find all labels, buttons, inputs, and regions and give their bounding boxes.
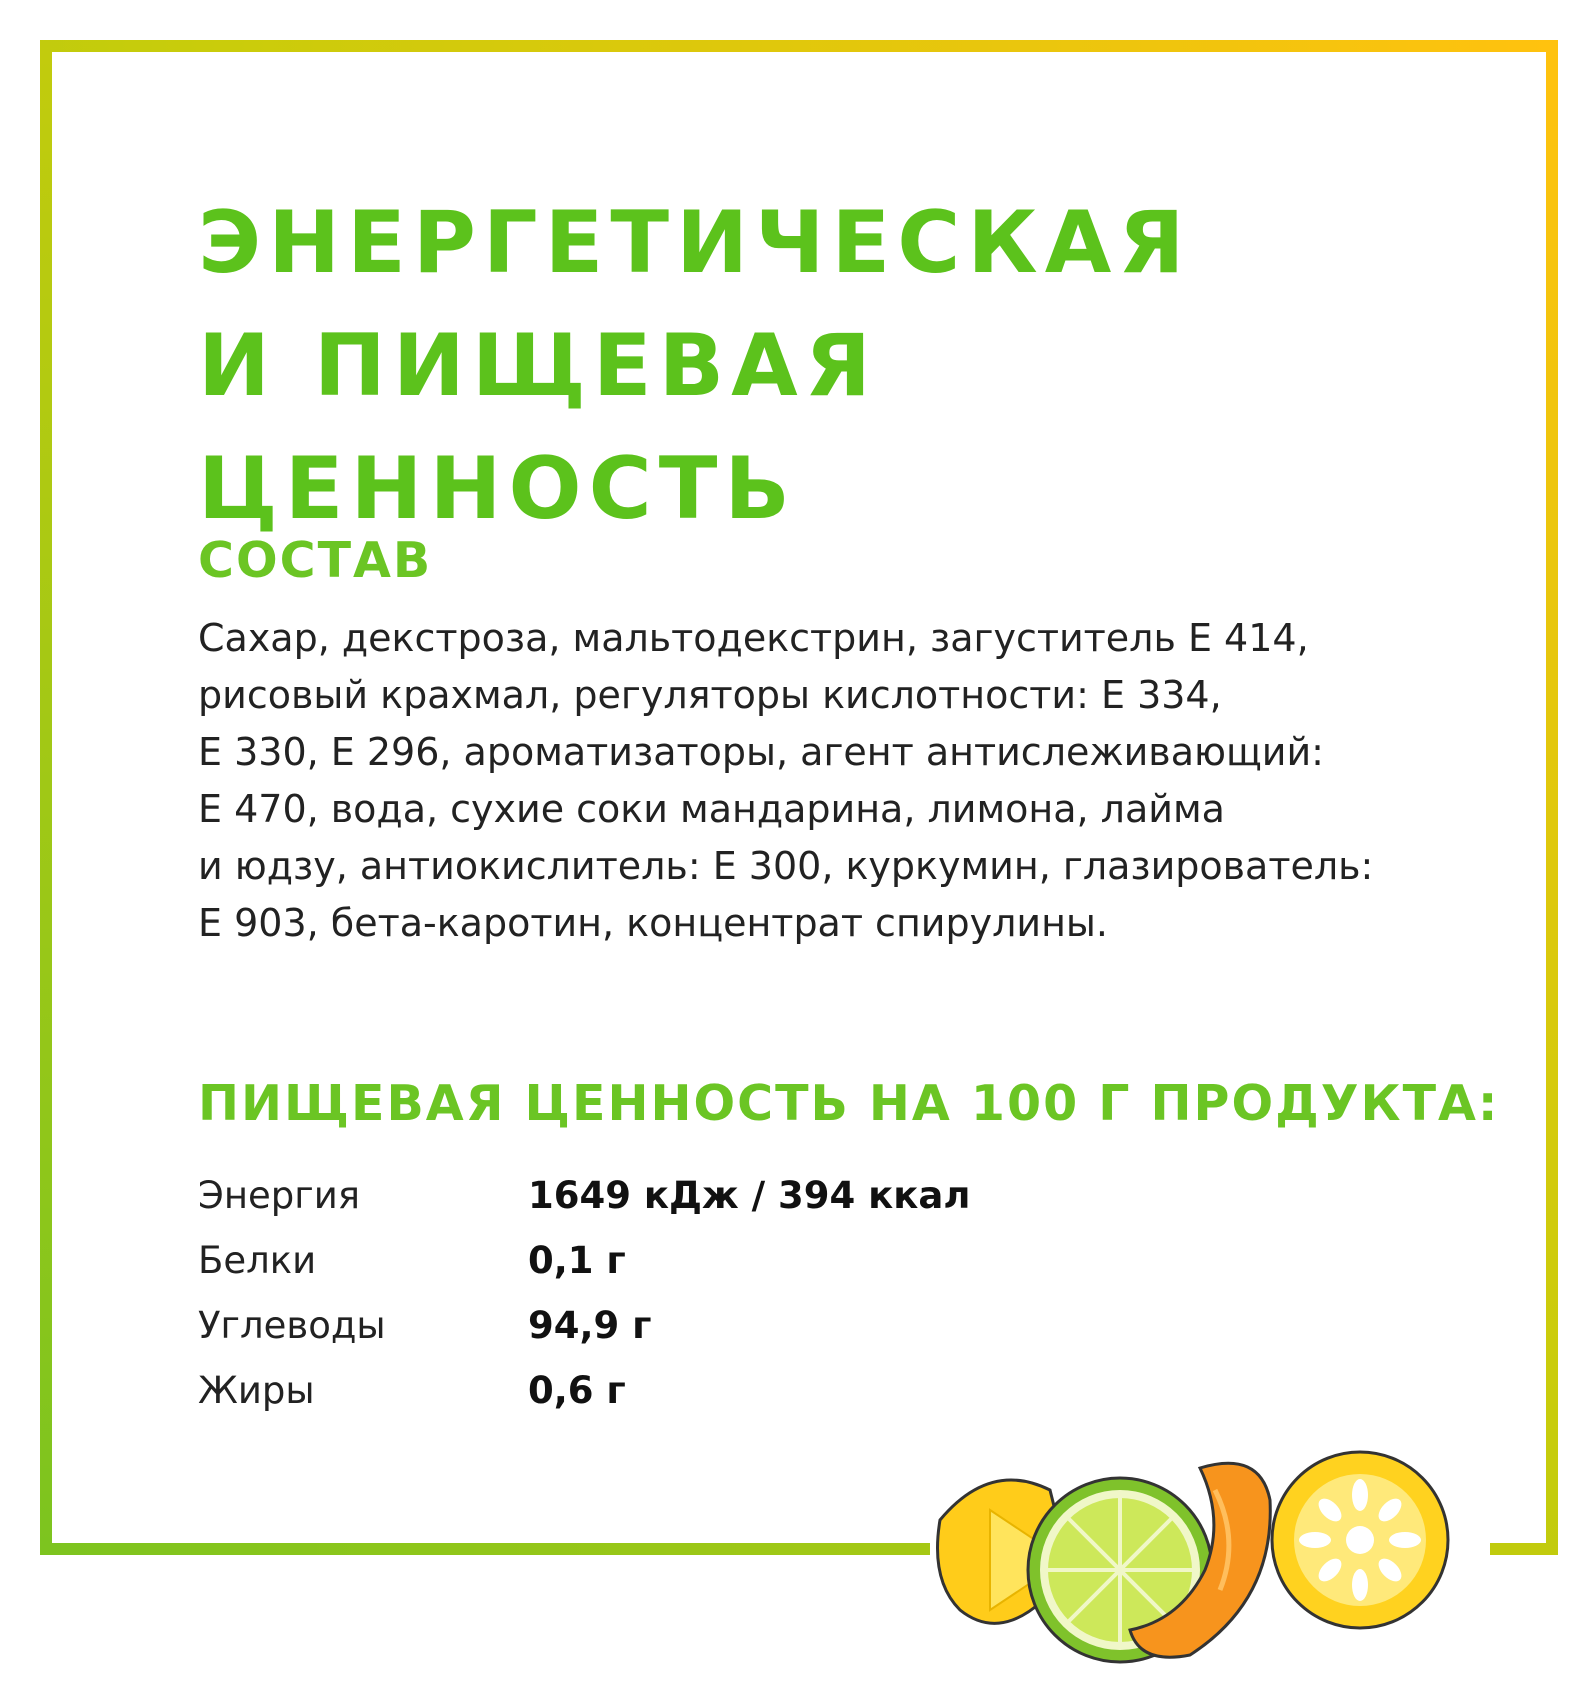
- nutrition-row: [198, 1358, 970, 1423]
- nutrition-name: Жиры: [198, 1369, 315, 1412]
- composition-line: Е 470, вода, сухие соки мандарина, лимона, лайма: [198, 787, 1225, 831]
- nutrition-row: [198, 1163, 970, 1228]
- composition-text: [198, 610, 1448, 952]
- yuzu-icon: [1272, 1452, 1448, 1628]
- nutrition-name: Белки: [198, 1239, 317, 1282]
- citrus-illustration: [930, 1450, 1490, 1670]
- nutrition-value: 0,1 г: [528, 1239, 626, 1282]
- title-line-1: ЭНЕРГЕТИЧЕСКАЯ: [198, 193, 1192, 293]
- composition-line: рисовый крахмал, регуляторы кислотности: Е 334,: [198, 673, 1222, 717]
- composition-line: и юдзу, антиокислитель: Е 300, куркумин, глазирователь:: [198, 844, 1374, 888]
- title-line-2: И ПИЩЕВАЯ ЦЕННОСТЬ: [198, 316, 878, 539]
- nutrition-name: Углеводы: [198, 1304, 386, 1347]
- page-title: [198, 182, 1438, 551]
- nutrition-value: 1649 кДж / 394 ккал: [528, 1174, 971, 1217]
- composition-line: Сахар, декстроза, мальтодекстрин, загуститель Е 414,: [198, 616, 1309, 660]
- composition-line: Е 330, Е 296, ароматизаторы, агент антислеживающий:: [198, 730, 1324, 774]
- nutrition-value: 0,6 г: [528, 1369, 626, 1412]
- nutrition-row: [198, 1228, 970, 1293]
- nutrition-table: [198, 1163, 970, 1423]
- composition-line: Е 903, бета-каротин, концентрат спирулины.: [198, 901, 1109, 945]
- composition-heading: СОСТАВ: [198, 532, 433, 589]
- nutrition-value: 94,9 г: [528, 1304, 652, 1347]
- nutrition-row: [198, 1293, 970, 1358]
- nutrition-heading: ПИЩЕВАЯ ЦЕННОСТЬ НА 100 Г ПРОДУКТА:: [198, 1075, 1500, 1132]
- nutrition-name: Энергия: [198, 1174, 361, 1217]
